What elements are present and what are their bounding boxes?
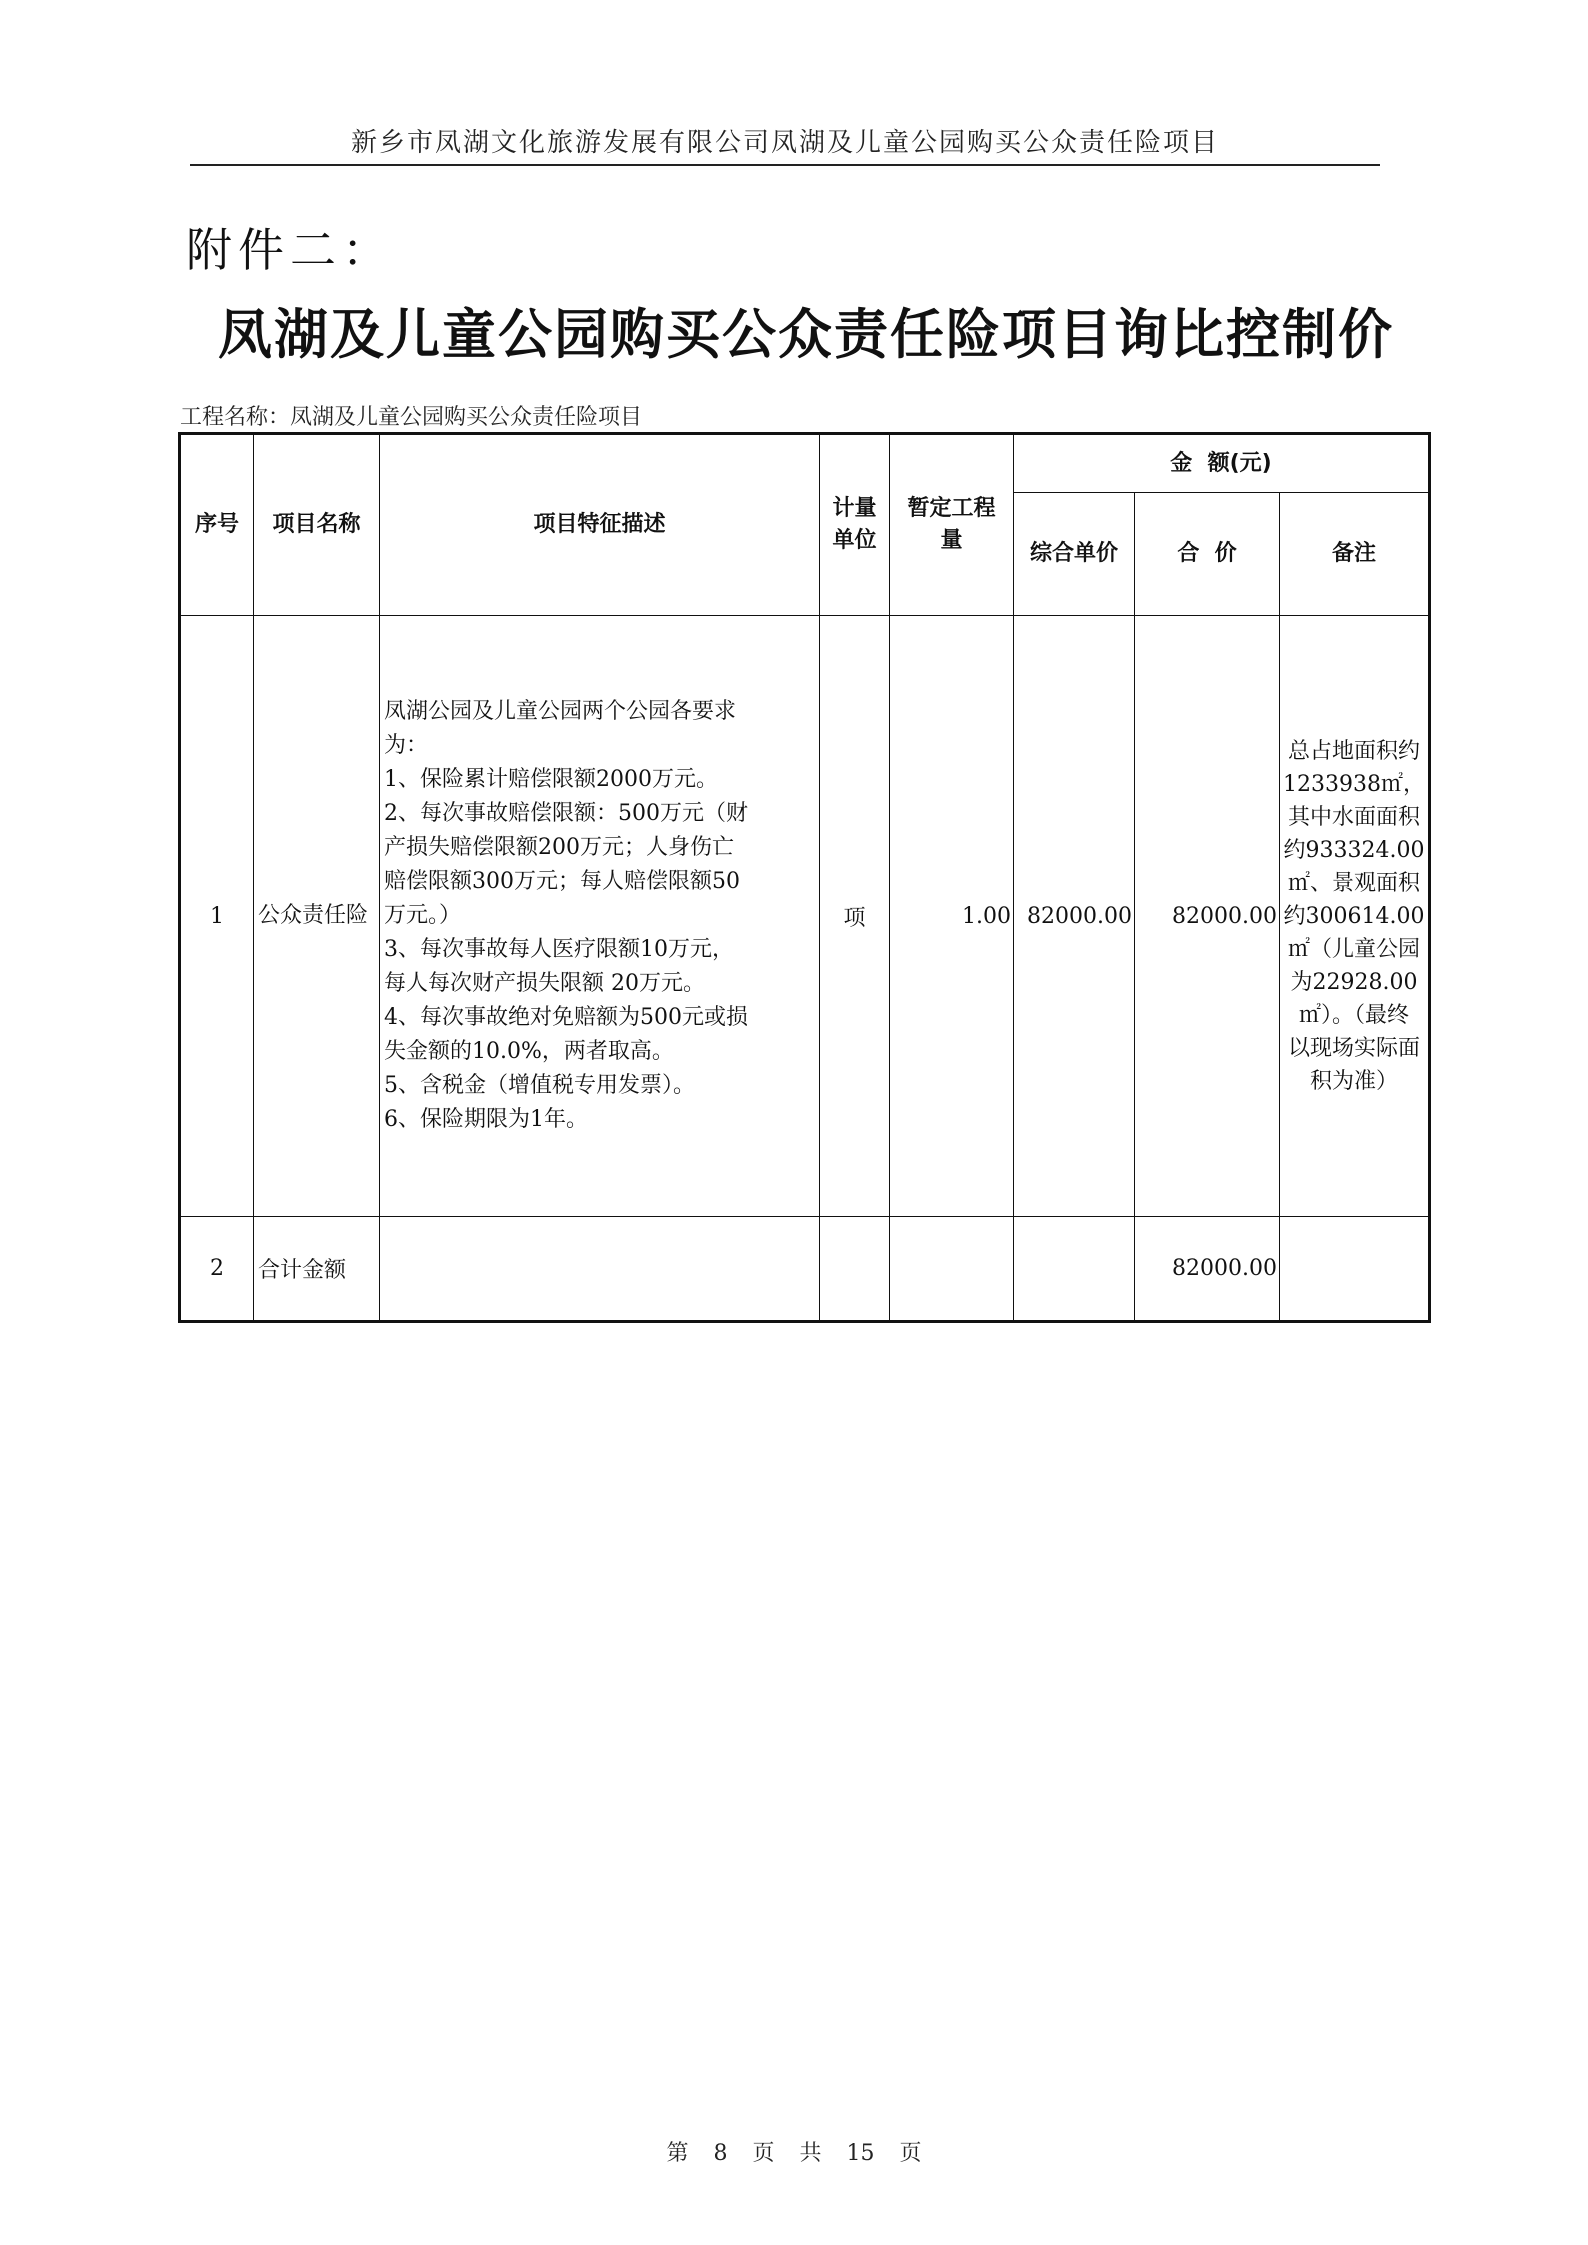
header-seq: 序号 (180, 434, 254, 616)
row1-unit-price: 82000.00 (1014, 616, 1135, 1217)
header-total: 合 价 (1135, 493, 1280, 616)
row2-unit (820, 1217, 890, 1322)
running-header: 新乡市凤湖文化旅游发展有限公司凤湖及儿童公园购买公众责任险项目 (350, 128, 1219, 158)
header-divider (190, 164, 1380, 166)
row2-desc (380, 1217, 820, 1322)
row1-seq: 1 (180, 616, 254, 1217)
row2-seq: 2 (180, 1217, 254, 1322)
desc-line: 失金额的10.0%，两者取高。 (384, 1039, 674, 1064)
row1-total: 82000.00 (1135, 616, 1280, 1217)
note-line: 为22928.00 (1290, 969, 1418, 995)
row1-desc (380, 616, 820, 1217)
price-table (178, 432, 1431, 1323)
project-name-line: 工程名称：凤湖及儿童公园购买公众责任险项目 (180, 405, 643, 430)
page-title: 凤湖及儿童公园购买公众责任险项目询比控制价 (218, 303, 1394, 366)
desc-line: 为： (384, 733, 429, 758)
header-unit-text: 计量单位 (832, 496, 877, 553)
table-header-row (180, 434, 1430, 493)
row1-note (1280, 616, 1430, 1217)
page-total-prefix: 共 (799, 2141, 822, 2166)
page-prefix: 第 (666, 2141, 689, 2166)
desc-line: 6、保险期限为1年。 (384, 1107, 588, 1132)
page-mid: 页 (752, 2141, 775, 2166)
header-qty-text: 暂定工程量 (907, 496, 996, 553)
note-line: 总占地面积约 (1287, 738, 1420, 764)
desc-line: 3、每次事故每人医疗限额10万元， (384, 937, 734, 962)
header-desc: 项目特征描述 (380, 434, 820, 616)
note-line: 1233938㎡， (1283, 771, 1425, 797)
header-unit (820, 434, 890, 616)
desc-line: 产损失赔偿限额200万元；人身伤亡 (384, 835, 734, 860)
row2-total: 82000.00 (1135, 1217, 1280, 1322)
row2-qty (890, 1217, 1014, 1322)
header-amount-group: 金 额(元) (1014, 434, 1430, 493)
row1-unit: 项 (820, 616, 890, 1217)
desc-line: 赔偿限额300万元；每人赔偿限额50 (384, 869, 740, 894)
row1-qty: 1.00 (890, 616, 1014, 1217)
note-line: 约933324.00 (1283, 837, 1425, 863)
note-line: ㎡）。（最终 (1298, 1002, 1409, 1028)
page-suffix: 页 (899, 2141, 922, 2166)
note-line: 以现场实际面 (1287, 1035, 1420, 1061)
desc-line: 每人每次财产损失限额 20万元。 (384, 971, 705, 996)
note-line: ㎡（儿童公园 (1287, 936, 1420, 962)
desc-line: 1、保险累计赔偿限额2000万元。 (384, 767, 718, 792)
header-unit-price: 综合单价 (1014, 493, 1135, 616)
table-row (180, 1217, 1430, 1322)
attachment-label: 附件二： (186, 223, 394, 277)
header-note: 备注 (1280, 493, 1430, 616)
row2-name: 合计金额 (254, 1217, 380, 1322)
note-line: 约300614.00 (1283, 903, 1425, 929)
note-line: ㎡、景观面积 (1287, 870, 1420, 896)
row2-unit-price (1014, 1217, 1135, 1322)
desc-line: 万元。） (384, 903, 462, 928)
note-line: 积为准） (1309, 1068, 1398, 1094)
header-name: 项目名称 (254, 434, 380, 616)
row2-note (1280, 1217, 1430, 1322)
page-footer (0, 2136, 1588, 2167)
desc-line: 凤湖公园及儿童公园两个公园各要求 (384, 699, 737, 724)
row1-name: 公众责任险 (254, 616, 380, 1217)
page-current: 8 (713, 2141, 728, 2166)
table-row (180, 616, 1430, 1217)
desc-line: 4、每次事故绝对免赔额为500元或损 (384, 1005, 748, 1030)
header-qty (890, 434, 1014, 616)
page-total: 15 (846, 2141, 875, 2166)
note-line: 其中水面面积 (1287, 804, 1420, 830)
desc-line: 5、含税金（增值税专用发票）。 (384, 1073, 695, 1098)
desc-line: 2、每次事故赔偿限额：500万元（财 (384, 801, 748, 826)
